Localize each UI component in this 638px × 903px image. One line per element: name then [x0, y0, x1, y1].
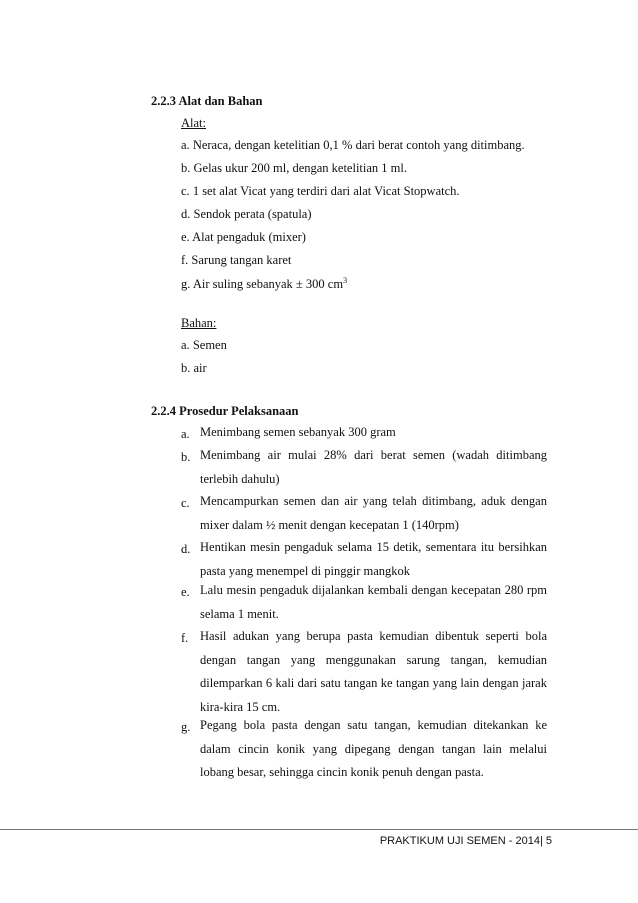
section-number: 2.2.4 — [151, 404, 176, 418]
list-text: Sarung tangan karet — [191, 253, 292, 267]
list-marker: f. — [181, 253, 189, 267]
list-item — [181, 184, 460, 199]
list-text: Neraca, dengan ketelitian 0,1 % dari berat contoh yang ditimbang. — [192, 138, 525, 152]
list-marker: g. — [181, 720, 191, 734]
list-marker: f. — [181, 631, 189, 645]
list-text: Air suling sebanyak ± 300 cm — [192, 277, 344, 292]
list-marker: c. — [181, 184, 190, 198]
list-marker: d. — [181, 542, 191, 556]
alat-label: Alat: — [181, 116, 206, 130]
list-marker: a. — [181, 338, 190, 352]
list-item — [181, 207, 312, 222]
list-marker: d. — [181, 207, 191, 221]
list-text: 1 set alat Vicat yang terdiri dari alat Vicat Stopwatch. — [192, 184, 460, 198]
list-item-text: Lalu mesin pengaduk dijalankan kembali dengan kecepatan 280 rpm selama 1 menit. — [200, 583, 547, 621]
list-item — [181, 161, 407, 176]
list-item-text: Menimbang semen sebanyak 300 gram — [200, 425, 396, 439]
section-number: 2.2.3 — [151, 94, 176, 108]
list-item — [181, 230, 306, 245]
list-marker: e. — [181, 585, 190, 599]
list-text: Sendok perata (spatula) — [193, 207, 312, 221]
list-marker: b. — [181, 161, 191, 175]
list-marker: b. — [181, 361, 191, 375]
bahan-label: Bahan: — [181, 316, 217, 330]
footer-rule — [0, 829, 638, 830]
list-item-text: Menimbang air mulai 28% dari berat semen (wadah ditimbang terlebih dahulu) — [200, 448, 547, 486]
list-item-text: Pegang bola pasta dengan satu tangan, kemudian ditekankan ke dalam cincin konik yang dipegang dengan tangan lain melalui lobang besar, sehingga cincin konik penuh dengan pasta. — [200, 718, 547, 779]
list-text: Gelas ukur 200 ml, dengan ketelitian 1 ml. — [193, 161, 407, 175]
list-marker: c. — [181, 496, 190, 510]
superscript: 3 — [343, 276, 348, 285]
page-footer: PRAKTIKUM UJI SEMEN - 2014| 5 — [379, 835, 552, 847]
section-title: Prosedur Pelaksanaan — [179, 404, 299, 418]
list-item — [181, 253, 291, 268]
list-item-text: Mencampurkan semen dan air yang telah ditimbang, aduk dengan mixer dalam ½ menit dengan kecepatan 1 (140rpm) — [200, 494, 547, 532]
list-item — [181, 338, 227, 353]
list-marker: a. — [181, 427, 190, 441]
list-text: Semen — [192, 338, 227, 352]
list-item — [181, 138, 525, 153]
list-item — [181, 361, 207, 376]
section-title: Alat dan Bahan — [178, 94, 263, 108]
list-marker: e. — [181, 230, 190, 244]
list-text: Alat pengaduk (mixer) — [192, 230, 306, 244]
list-item — [181, 276, 347, 292]
list-item-text: Hentikan mesin pengaduk selama 15 detik, sementara itu bersihkan pasta yang menempel di pinggir mangkok — [200, 540, 547, 578]
list-text: air — [193, 361, 207, 375]
list-item-text: Hasil adukan yang berupa pasta kemudian dibentuk seperti bola dengan tangan yang menggunakan sarung tangan, kemudian dilemparkan 6 kali dari satu tangan ke tangan yang lain dengan jarak kira-kira 15 cm. — [200, 629, 547, 714]
list-marker: b. — [181, 450, 191, 464]
list-marker: g. — [181, 277, 191, 292]
section-heading-prosedur — [151, 404, 298, 419]
section-heading-alat-bahan — [151, 94, 263, 109]
list-marker: a. — [181, 138, 190, 152]
